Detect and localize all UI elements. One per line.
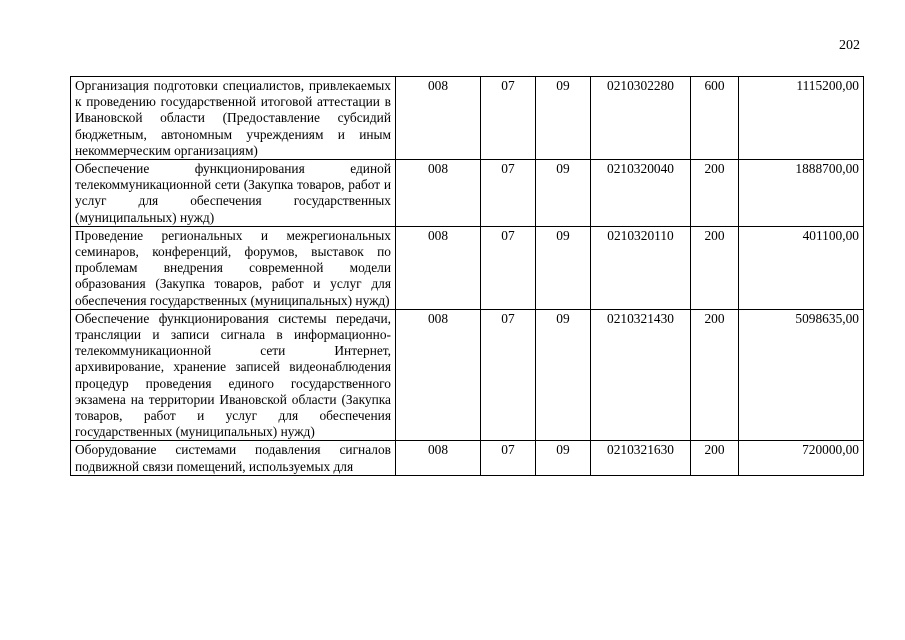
row-description: Проведение региональных и межрегиональных семинаров, конференций, форумов, выставок по проблемам внедрения современной модели образования (Закупка товаров, работ и услуг для обеспечения государственных (муниципальных) нужд) [71, 226, 396, 309]
row-description: Организация подготовки специалистов, привлекаемых к проведению государственной итоговой аттестации в Ивановской области (Предоставление субсидий бюджетным, автономным учреждениям и иным некоммерческим организациям) [71, 77, 396, 160]
ministry-code: 008 [396, 77, 481, 160]
subsection-code: 09 [536, 309, 591, 441]
expense-type-code: 200 [691, 226, 739, 309]
ministry-code: 008 [396, 309, 481, 441]
expense-type-code: 600 [691, 77, 739, 160]
target-item-code: 0210320040 [591, 160, 691, 227]
amount: 1888700,00 [739, 160, 864, 227]
row-description: Обеспечение функционирования системы передачи, трансляции и записи сигнала в информационно-телекоммуникационной сети Интернет, архивирование, хранение записей видеонаблюдения процедур проведения единого государственного экзамена на территории Ивановской области (Закупка товаров, работ и услуг для обеспечения государственных (муниципальных) нужд) [71, 309, 396, 441]
target-item-code: 0210302280 [591, 77, 691, 160]
subsection-code: 09 [536, 226, 591, 309]
section-code: 07 [481, 160, 536, 227]
target-item-code: 0210320110 [591, 226, 691, 309]
ministry-code: 008 [396, 226, 481, 309]
table-row [71, 226, 864, 309]
section-code: 07 [481, 309, 536, 441]
subsection-code: 09 [536, 77, 591, 160]
ministry-code: 008 [396, 441, 481, 475]
expense-type-code: 200 [691, 160, 739, 227]
section-code: 07 [481, 226, 536, 309]
expense-type-code: 200 [691, 441, 739, 475]
section-code: 07 [481, 441, 536, 475]
table-row [71, 441, 864, 475]
target-item-code: 0210321430 [591, 309, 691, 441]
subsection-code: 09 [536, 160, 591, 227]
amount: 5098635,00 [739, 309, 864, 441]
table-row [71, 77, 864, 160]
amount: 401100,00 [739, 226, 864, 309]
row-description: Обеспечение функционирования единой телекоммуникационной сети (Закупка товаров, работ и услуг для обеспечения государственных (муниципальных) нужд) [71, 160, 396, 227]
budget-table [70, 76, 864, 476]
amount: 1115200,00 [739, 77, 864, 160]
table-row [71, 160, 864, 227]
expense-type-code: 200 [691, 309, 739, 441]
subsection-code: 09 [536, 441, 591, 475]
page-number: 202 [839, 38, 860, 53]
row-description: Оборудование системами подавления сигналов подвижной связи помещений, используемых для [71, 441, 396, 475]
target-item-code: 0210321630 [591, 441, 691, 475]
amount: 720000,00 [739, 441, 864, 475]
table-row [71, 309, 864, 441]
ministry-code: 008 [396, 160, 481, 227]
section-code: 07 [481, 77, 536, 160]
